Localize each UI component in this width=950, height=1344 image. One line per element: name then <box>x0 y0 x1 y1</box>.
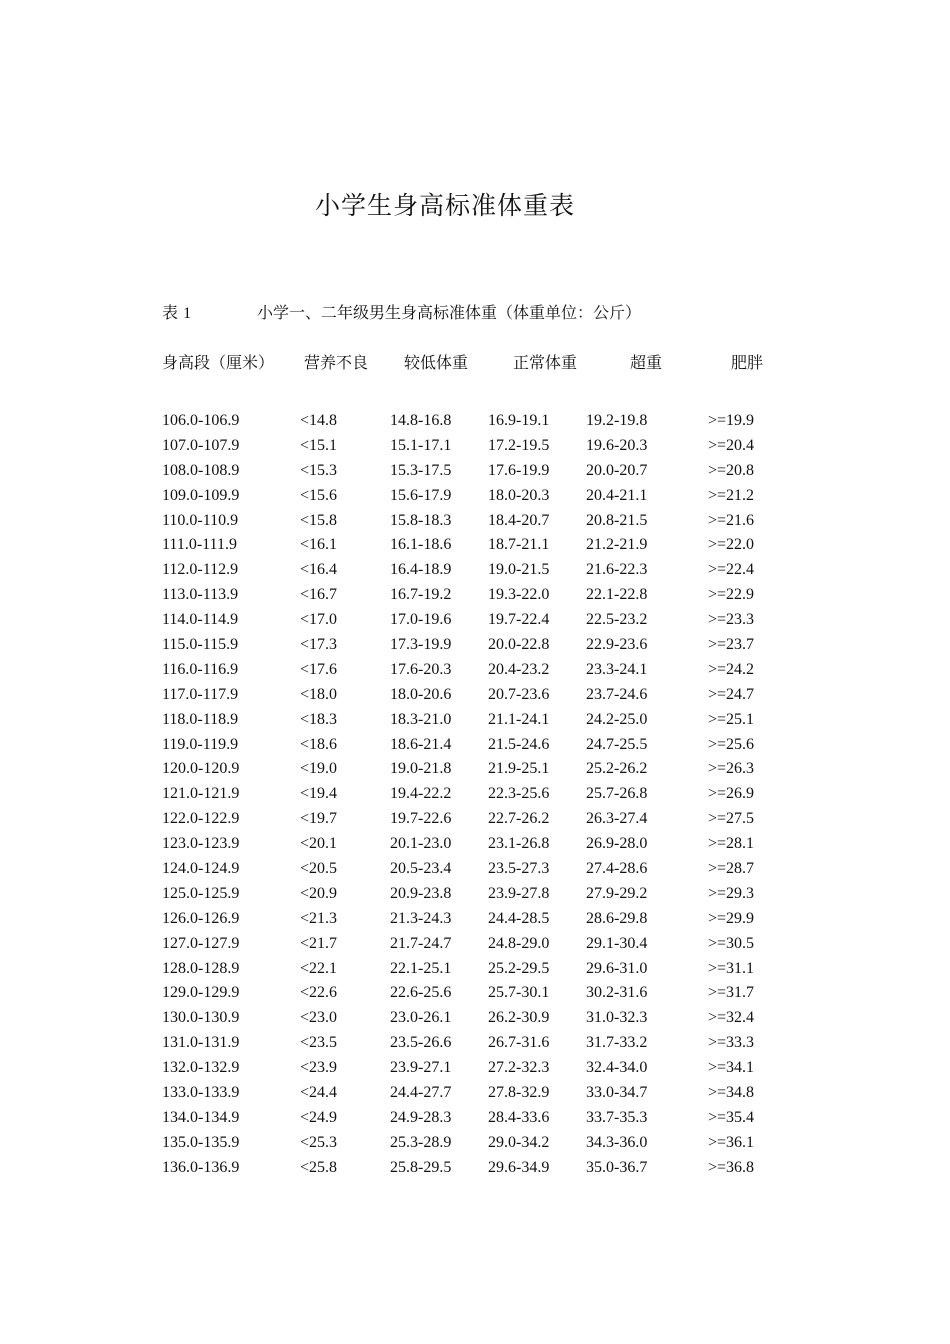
cell-low-weight: 18.6-21.4 <box>390 735 452 753</box>
table-row <box>0 960 950 985</box>
cell-overweight: 24.7-25.5 <box>586 735 648 753</box>
cell-height-range: 121.0-121.9 <box>162 785 240 803</box>
table-header-row <box>0 350 950 374</box>
header-low-weight: 较低体重 <box>404 353 469 372</box>
cell-normal-weight: 19.0-21.5 <box>488 561 550 579</box>
table-row <box>0 412 950 437</box>
cell-height-range: 118.0-118.9 <box>162 710 239 728</box>
cell-malnutrition: <21.3 <box>300 909 338 927</box>
table-row <box>0 860 950 885</box>
cell-overweight: 20.8-21.5 <box>586 511 648 529</box>
cell-height-range: 129.0-129.9 <box>162 984 240 1002</box>
table-row <box>0 487 950 512</box>
cell-normal-weight: 25.2-29.5 <box>488 959 550 977</box>
cell-obese: >=32.4 <box>708 1009 755 1027</box>
cell-low-weight: 24.9-28.3 <box>390 1108 452 1126</box>
table-row <box>0 760 950 785</box>
table-row <box>0 561 950 586</box>
table-row <box>0 711 950 736</box>
cell-normal-weight: 21.9-25.1 <box>488 760 550 778</box>
cell-low-weight: 20.1-23.0 <box>390 835 452 853</box>
cell-height-range: 114.0-114.9 <box>162 611 239 629</box>
cell-obese: >=28.1 <box>708 835 755 853</box>
cell-overweight: 23.7-24.6 <box>586 685 648 703</box>
cell-malnutrition: <17.6 <box>300 660 338 678</box>
table-row <box>0 785 950 810</box>
table-row <box>0 686 950 711</box>
cell-malnutrition: <24.4 <box>300 1084 338 1102</box>
cell-height-range: 128.0-128.9 <box>162 959 240 977</box>
cell-obese: >=34.8 <box>708 1084 755 1102</box>
table-body <box>0 412 950 1184</box>
cell-low-weight: 16.4-18.9 <box>390 561 452 579</box>
table-row <box>0 910 950 935</box>
table-label <box>162 300 191 323</box>
cell-obese: >=29.3 <box>708 884 755 902</box>
cell-height-range: 126.0-126.9 <box>162 909 240 927</box>
cell-low-weight: 16.1-18.6 <box>390 536 452 554</box>
cell-height-range: 124.0-124.9 <box>162 860 240 878</box>
table-row <box>0 1034 950 1059</box>
cell-obese: >=23.7 <box>708 636 755 654</box>
cell-height-range: 110.0-110.9 <box>162 511 239 529</box>
page-title: 小学生身高标准体重表 <box>314 191 575 220</box>
table-row <box>0 1159 950 1184</box>
cell-height-range: 127.0-127.9 <box>162 934 240 952</box>
cell-height-range: 117.0-117.9 <box>162 685 239 703</box>
cell-low-weight: 15.1-17.1 <box>390 436 452 454</box>
cell-malnutrition: <20.5 <box>300 860 338 878</box>
cell-malnutrition: <14.8 <box>300 412 338 429</box>
cell-height-range: 116.0-116.9 <box>162 660 239 678</box>
header-normal-weight: 正常体重 <box>513 353 578 372</box>
cell-overweight: 23.3-24.1 <box>586 660 648 678</box>
cell-height-range: 113.0-113.9 <box>162 586 239 604</box>
cell-normal-weight: 27.2-32.3 <box>488 1059 550 1077</box>
cell-height-range: 122.0-122.9 <box>162 810 240 828</box>
cell-normal-weight: 20.4-23.2 <box>488 660 550 678</box>
cell-malnutrition: <25.8 <box>300 1158 338 1176</box>
cell-malnutrition: <18.6 <box>300 735 338 753</box>
table-row <box>0 536 950 561</box>
cell-low-weight: 25.8-29.5 <box>390 1158 452 1176</box>
cell-malnutrition: <15.3 <box>300 461 338 479</box>
cell-obese: >=22.4 <box>708 561 755 579</box>
table-row <box>0 611 950 636</box>
cell-height-range: 112.0-112.9 <box>162 561 239 579</box>
cell-height-range: 132.0-132.9 <box>162 1059 240 1077</box>
table-row <box>0 736 950 761</box>
cell-normal-weight: 17.2-19.5 <box>488 436 550 454</box>
cell-obese: >=29.9 <box>708 909 755 927</box>
cell-normal-weight: 24.4-28.5 <box>488 909 550 927</box>
cell-malnutrition: <19.7 <box>300 810 338 828</box>
header-obese: 肥胖 <box>731 353 764 372</box>
cell-obese: >=30.5 <box>708 934 755 952</box>
cell-low-weight: 18.0-20.6 <box>390 685 452 703</box>
cell-obese: >=35.4 <box>708 1108 755 1126</box>
cell-malnutrition: <18.0 <box>300 685 338 703</box>
cell-normal-weight: 20.7-23.6 <box>488 685 550 703</box>
cell-obese: >=36.1 <box>708 1133 755 1151</box>
cell-overweight: 24.2-25.0 <box>586 710 648 728</box>
table-row <box>0 462 950 487</box>
cell-low-weight: 15.6-17.9 <box>390 486 452 504</box>
table-row <box>0 437 950 462</box>
table-row <box>0 1059 950 1084</box>
cell-low-weight: 19.0-21.8 <box>390 760 452 778</box>
cell-overweight: 19.6-20.3 <box>586 436 648 454</box>
cell-height-range: 133.0-133.9 <box>162 1084 240 1102</box>
cell-low-weight: 24.4-27.7 <box>390 1084 452 1102</box>
cell-normal-weight: 18.7-21.1 <box>488 536 550 554</box>
cell-low-weight: 20.5-23.4 <box>390 860 452 878</box>
cell-low-weight: 15.3-17.5 <box>390 461 452 479</box>
cell-obese: >=22.9 <box>708 586 755 604</box>
table-row <box>0 1009 950 1034</box>
cell-obese: >=26.9 <box>708 785 755 803</box>
cell-normal-weight: 22.3-25.6 <box>488 785 550 803</box>
cell-malnutrition: <15.8 <box>300 511 338 529</box>
cell-overweight: 22.9-23.6 <box>586 636 648 654</box>
cell-low-weight: 25.3-28.9 <box>390 1133 452 1151</box>
cell-height-range: 131.0-131.9 <box>162 1034 240 1052</box>
cell-overweight: 21.2-21.9 <box>586 536 648 554</box>
cell-overweight: 21.6-22.3 <box>586 561 648 579</box>
cell-malnutrition: <19.0 <box>300 760 338 778</box>
table-row <box>0 835 950 860</box>
cell-low-weight: 19.4-22.2 <box>390 785 452 803</box>
table-label-number: 1 <box>183 305 192 322</box>
cell-obese: >=20.8 <box>708 461 755 479</box>
cell-overweight: 31.7-33.2 <box>586 1034 648 1052</box>
cell-overweight: 26.9-28.0 <box>586 835 648 853</box>
table-row <box>0 586 950 611</box>
cell-low-weight: 21.3-24.3 <box>390 909 452 927</box>
cell-overweight: 20.0-20.7 <box>586 461 648 479</box>
cell-obese: >=23.3 <box>708 611 755 629</box>
cell-obese: >=31.1 <box>708 959 755 977</box>
cell-normal-weight: 21.5-24.6 <box>488 735 550 753</box>
cell-obese: >=21.2 <box>708 486 755 504</box>
header-overweight: 超重 <box>630 353 663 372</box>
cell-obese: >=27.5 <box>708 810 755 828</box>
cell-overweight: 28.6-29.8 <box>586 909 648 927</box>
cell-overweight: 19.2-19.8 <box>586 412 648 429</box>
cell-height-range: 123.0-123.9 <box>162 835 240 853</box>
cell-height-range: 107.0-107.9 <box>162 436 240 454</box>
cell-normal-weight: 24.8-29.0 <box>488 934 550 952</box>
cell-overweight: 33.7-35.3 <box>586 1108 648 1126</box>
cell-malnutrition: <23.5 <box>300 1034 338 1052</box>
cell-normal-weight: 20.0-22.8 <box>488 636 550 654</box>
cell-normal-weight: 23.1-26.8 <box>488 835 550 853</box>
cell-malnutrition: <22.6 <box>300 984 338 1002</box>
cell-normal-weight: 27.8-32.9 <box>488 1084 550 1102</box>
cell-overweight: 20.4-21.1 <box>586 486 648 504</box>
table-label-prefix: 表 <box>162 303 179 322</box>
cell-overweight: 26.3-27.4 <box>586 810 648 828</box>
cell-low-weight: 15.8-18.3 <box>390 511 452 529</box>
cell-overweight: 27.4-28.6 <box>586 860 648 878</box>
cell-height-range: 115.0-115.9 <box>162 636 239 654</box>
cell-overweight: 33.0-34.7 <box>586 1084 648 1102</box>
cell-malnutrition: <16.4 <box>300 561 338 579</box>
cell-overweight: 25.7-26.8 <box>586 785 648 803</box>
table-row <box>0 661 950 686</box>
cell-malnutrition: <22.1 <box>300 959 338 977</box>
cell-obese: >=28.7 <box>708 860 755 878</box>
table-row <box>0 1109 950 1134</box>
cell-obese: >=21.6 <box>708 511 755 529</box>
table-row <box>0 885 950 910</box>
cell-low-weight: 23.9-27.1 <box>390 1059 452 1077</box>
table-caption: 小学一、二年级男生身高标准体重（体重单位：公斤） <box>257 303 642 322</box>
cell-overweight: 25.2-26.2 <box>586 760 648 778</box>
cell-low-weight: 16.7-19.2 <box>390 586 452 604</box>
cell-low-weight: 17.6-20.3 <box>390 660 452 678</box>
cell-height-range: 134.0-134.9 <box>162 1108 240 1126</box>
cell-height-range: 109.0-109.9 <box>162 486 240 504</box>
cell-height-range: 130.0-130.9 <box>162 1009 240 1027</box>
cell-malnutrition: <16.7 <box>300 586 338 604</box>
cell-obese: >=31.7 <box>708 984 755 1002</box>
cell-obese: >=19.9 <box>708 412 755 429</box>
cell-normal-weight: 29.6-34.9 <box>488 1158 550 1176</box>
cell-normal-weight: 21.1-24.1 <box>488 710 550 728</box>
cell-height-range: 108.0-108.9 <box>162 461 240 479</box>
cell-normal-weight: 17.6-19.9 <box>488 461 550 479</box>
cell-overweight: 29.6-31.0 <box>586 959 648 977</box>
cell-normal-weight: 25.7-30.1 <box>488 984 550 1002</box>
cell-height-range: 119.0-119.9 <box>162 735 239 753</box>
cell-height-range: 106.0-106.9 <box>162 412 240 429</box>
cell-normal-weight: 26.2-30.9 <box>488 1009 550 1027</box>
cell-malnutrition: <23.9 <box>300 1059 338 1077</box>
cell-normal-weight: 23.9-27.8 <box>488 884 550 902</box>
cell-obese: >=24.7 <box>708 685 755 703</box>
cell-malnutrition: <21.7 <box>300 934 338 952</box>
cell-normal-weight: 26.7-31.6 <box>488 1034 550 1052</box>
table-row <box>0 512 950 537</box>
cell-obese: >=22.0 <box>708 536 755 554</box>
cell-malnutrition: <17.0 <box>300 611 338 629</box>
cell-low-weight: 22.1-25.1 <box>390 959 452 977</box>
cell-obese: >=36.8 <box>708 1158 755 1176</box>
cell-overweight: 29.1-30.4 <box>586 934 648 952</box>
table-row <box>0 935 950 960</box>
cell-malnutrition: <16.1 <box>300 536 338 554</box>
cell-low-weight: 23.0-26.1 <box>390 1009 452 1027</box>
cell-height-range: 120.0-120.9 <box>162 760 240 778</box>
cell-height-range: 135.0-135.9 <box>162 1133 240 1151</box>
cell-malnutrition: <17.3 <box>300 636 338 654</box>
table-row <box>0 1134 950 1159</box>
cell-normal-weight: 19.3-22.0 <box>488 586 550 604</box>
table-row <box>0 1084 950 1109</box>
cell-malnutrition: <23.0 <box>300 1009 338 1027</box>
cell-malnutrition: <15.6 <box>300 486 338 504</box>
cell-malnutrition: <25.3 <box>300 1133 338 1151</box>
cell-obese: >=33.3 <box>708 1034 755 1052</box>
cell-malnutrition: <20.9 <box>300 884 338 902</box>
cell-overweight: 32.4-34.0 <box>586 1059 648 1077</box>
cell-normal-weight: 18.4-20.7 <box>488 511 550 529</box>
cell-low-weight: 20.9-23.8 <box>390 884 452 902</box>
header-malnutrition: 营养不良 <box>304 353 369 372</box>
table-row <box>0 810 950 835</box>
cell-low-weight: 23.5-26.6 <box>390 1034 452 1052</box>
header-height-range: 身高段（厘米） <box>162 353 275 372</box>
cell-malnutrition: <20.1 <box>300 835 338 853</box>
cell-malnutrition: <19.4 <box>300 785 338 803</box>
cell-low-weight: 17.0-19.6 <box>390 611 452 629</box>
cell-normal-weight: 18.0-20.3 <box>488 486 550 504</box>
cell-low-weight: 18.3-21.0 <box>390 710 452 728</box>
cell-overweight: 34.3-36.0 <box>586 1133 648 1151</box>
table-row <box>0 636 950 661</box>
cell-height-range: 111.0-111.9 <box>162 536 237 554</box>
cell-low-weight: 21.7-24.7 <box>390 934 452 952</box>
cell-overweight: 31.0-32.3 <box>586 1009 648 1027</box>
cell-malnutrition: <15.1 <box>300 436 338 454</box>
cell-normal-weight: 29.0-34.2 <box>488 1133 550 1151</box>
cell-low-weight: 22.6-25.6 <box>390 984 452 1002</box>
cell-malnutrition: <24.9 <box>300 1108 338 1126</box>
cell-low-weight: 14.8-16.8 <box>390 412 452 429</box>
cell-height-range: 125.0-125.9 <box>162 884 240 902</box>
cell-normal-weight: 28.4-33.6 <box>488 1108 550 1126</box>
cell-obese: >=26.3 <box>708 760 755 778</box>
cell-normal-weight: 16.9-19.1 <box>488 412 550 429</box>
cell-obese: >=25.6 <box>708 735 755 753</box>
cell-low-weight: 17.3-19.9 <box>390 636 452 654</box>
cell-normal-weight: 19.7-22.4 <box>488 611 550 629</box>
cell-low-weight: 19.7-22.6 <box>390 810 452 828</box>
cell-overweight: 30.2-31.6 <box>586 984 648 1002</box>
cell-normal-weight: 22.7-26.2 <box>488 810 550 828</box>
cell-obese: >=34.1 <box>708 1059 755 1077</box>
cell-overweight: 35.0-36.7 <box>586 1158 648 1176</box>
cell-obese: >=24.2 <box>708 660 755 678</box>
cell-obese: >=25.1 <box>708 710 755 728</box>
table-row <box>0 984 950 1009</box>
cell-malnutrition: <18.3 <box>300 710 338 728</box>
cell-normal-weight: 23.5-27.3 <box>488 860 550 878</box>
cell-overweight: 22.1-22.8 <box>586 586 648 604</box>
cell-overweight: 22.5-23.2 <box>586 611 648 629</box>
cell-height-range: 136.0-136.9 <box>162 1158 240 1176</box>
cell-obese: >=20.4 <box>708 436 755 454</box>
cell-overweight: 27.9-29.2 <box>586 884 648 902</box>
